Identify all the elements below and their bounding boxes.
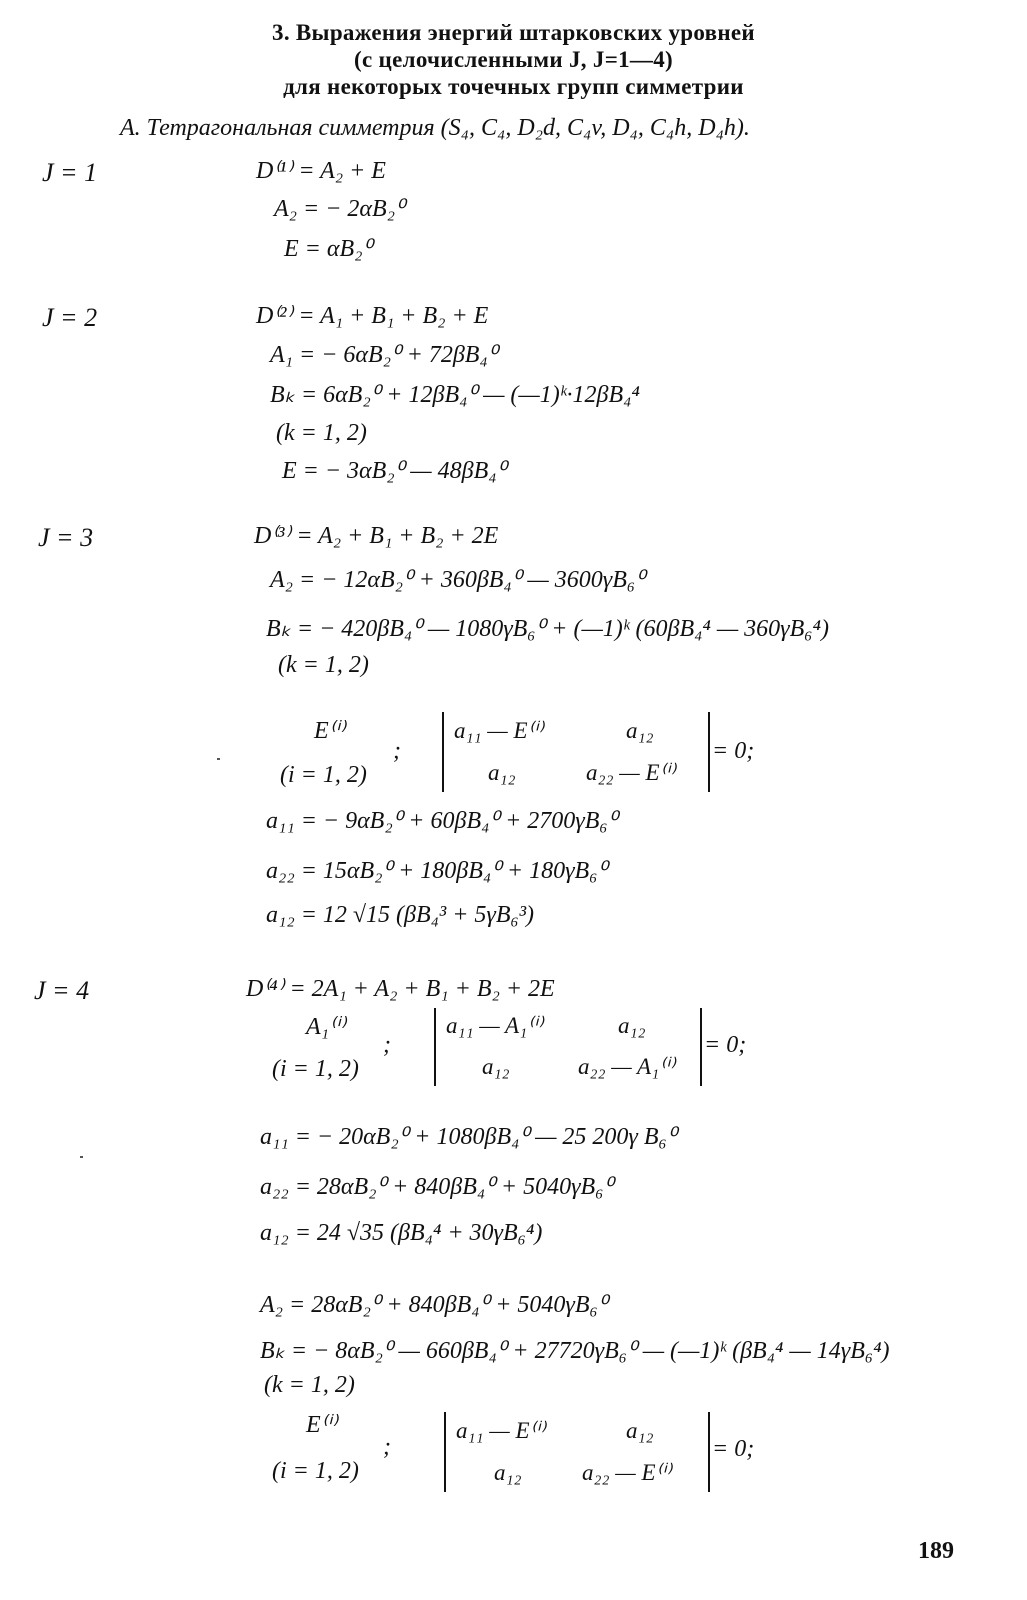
j3-a2-energy: A₂ = − 12αB₂⁰ + 360βB₄⁰ — 3600γB₆⁰	[270, 567, 645, 593]
j4-determinant-2	[444, 1412, 710, 1492]
j2-k-range: (k = 1, 2)	[276, 420, 367, 446]
j3-decomposition: D⁽³⁾ = A₂ + B₁ + B₂ + 2E	[254, 523, 499, 549]
scan-speck	[80, 1156, 83, 1158]
j1-a2-energy: A₂ = − 2αB₂⁰	[274, 196, 405, 222]
j1-decomposition: D⁽¹⁾ = A₂ + E	[256, 158, 386, 184]
j4-det-lhs-bottom: (i = 1, 2)	[272, 1056, 359, 1082]
j3-a22: a₂₂ = 15αB₂⁰ + 180βB₄⁰ + 180γB₆⁰	[266, 858, 608, 884]
section-title-line-2: (с целочисленными J, J=1—4)	[354, 47, 673, 72]
j4-determinant	[434, 1008, 702, 1086]
j4-a11: a₁₁ = − 20αB₂⁰ + 1080βB₄⁰ — 25 200γ B₆⁰	[260, 1124, 677, 1150]
j1-label: J = 1	[42, 158, 98, 187]
j3-k-range: (k = 1, 2)	[278, 652, 369, 678]
j2-decomposition: D⁽²⁾ = A₁ + B₁ + B₂ + E	[256, 303, 489, 329]
j4-det-c22: a₂₂ — A₁⁽ⁱ⁾	[578, 1054, 675, 1079]
j3-det-separator: ;	[393, 738, 401, 764]
j4-det2-separator: ;	[383, 1434, 391, 1460]
j3-det-c21: a₁₂	[488, 760, 516, 785]
j4-det-rhs: = 0;	[704, 1032, 747, 1058]
j3-det-lhs-bottom: (i = 1, 2)	[280, 762, 367, 788]
subsection-title: A. Тетрагональная симметрия (S₄, C₄, D₂d, C₄v, D₄, C₄h, D₄h).	[120, 115, 750, 141]
j4-label: J = 4	[34, 976, 90, 1005]
scan-speck	[217, 758, 220, 760]
j4-a22: a₂₂ = 28αB₂⁰ + 840βB₄⁰ + 5040γB₆⁰	[260, 1174, 614, 1200]
j4-det-c12: a₁₂	[618, 1013, 646, 1038]
j3-a12: a₁₂ = 12 √15 (βB₄³ + 5γB₆³)	[266, 902, 535, 928]
j3-det-lhs-top: E⁽ⁱ⁾	[314, 718, 345, 744]
j2-bk-energy: Bₖ = 6αB₂⁰ + 12βB₄⁰ — (—1)ᵏ·12βB₄⁴	[270, 382, 640, 408]
j3-a11: a₁₁ = − 9αB₂⁰ + 60βB₄⁰ + 2700γB₆⁰	[266, 808, 618, 834]
j2-a1-energy: A₁ = − 6αB₂⁰ + 72βB₄⁰	[270, 342, 498, 368]
page-number: 189	[918, 1538, 954, 1564]
j3-bk-energy: Bₖ = − 420βB₄⁰ — 1080γB₆⁰ + (—1)ᵏ (60βB₄⁴ — 360γB₆⁴)	[266, 616, 829, 642]
j4-det-c11: a₁₁ — A₁⁽ⁱ⁾	[446, 1013, 543, 1038]
j4-det-separator: ;	[383, 1032, 391, 1058]
j4-a2-energy: A₂ = 28αB₂⁰ + 840βB₄⁰ + 5040γB₆⁰	[260, 1292, 608, 1318]
j3-det-rhs: = 0;	[712, 738, 755, 764]
section-title-line-3: для некоторых точечных групп симметрии	[283, 74, 744, 99]
j4-det2-lhs-top: E⁽ⁱ⁾	[306, 1412, 337, 1438]
j1-e-energy: E = αB₂⁰	[284, 236, 373, 262]
j4-decomposition: D⁽⁴⁾ = 2A₁ + A₂ + B₁ + B₂ + 2E	[246, 976, 555, 1002]
j4-k-range: (k = 1, 2)	[264, 1372, 355, 1398]
j4-det2-c22: a₂₂ — E⁽ⁱ⁾	[582, 1460, 671, 1485]
j4-bk-energy: Bₖ = − 8αB₂⁰ — 660βB₄⁰ + 27720γB₆⁰ — (—1)ᵏ (βB₄⁴ — 14γB₆⁴)	[260, 1338, 890, 1364]
j4-det2-c11: a₁₁ — E⁽ⁱ⁾	[456, 1418, 545, 1443]
j4-det2-rhs: = 0;	[712, 1436, 755, 1462]
j3-det-c11: a₁₁ — E⁽ⁱ⁾	[454, 718, 543, 743]
section-title-line-1: 3. Выражения энергий штарковских уровней	[272, 20, 755, 45]
j4-det-lhs-top: A₁⁽ⁱ⁾	[306, 1014, 346, 1040]
j3-label: J = 3	[38, 523, 94, 552]
j3-det-c12: a₁₂	[626, 718, 654, 743]
j2-label: J = 2	[42, 303, 98, 332]
j2-e-energy: E = − 3αB₂⁰ — 48βB₄⁰	[282, 458, 507, 484]
j3-det-c22: a₂₂ — E⁽ⁱ⁾	[586, 760, 675, 785]
j4-det2-lhs-bottom: (i = 1, 2)	[272, 1458, 359, 1484]
j3-determinant	[442, 712, 710, 792]
j4-det2-c21: a₁₂	[494, 1460, 522, 1485]
j4-det2-c12: a₁₂	[626, 1418, 654, 1443]
j4-a12: a₁₂ = 24 √35 (βB₄⁴ + 30γB₆⁴)	[260, 1220, 543, 1246]
j4-det-c21: a₁₂	[482, 1054, 510, 1079]
